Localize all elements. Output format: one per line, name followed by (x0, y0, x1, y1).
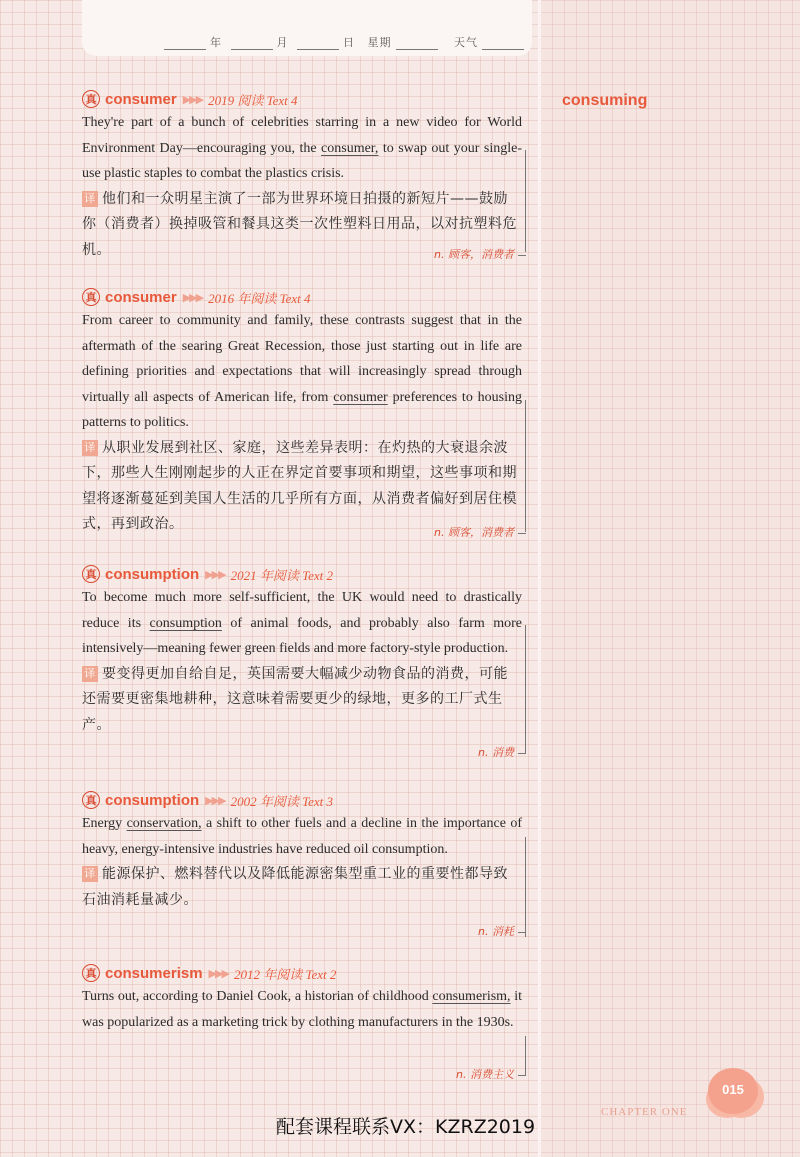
bracket-line (525, 625, 526, 753)
english-sentence: From career to community and family, these contrasts suggest that in the aftermath of the searing Great Recession, those just starting out in life are defining priorities and expectations that will increasingly spread through virtually all aspects of American life, from consumer preferences to housing patterns to politics. (82, 313, 523, 430)
bracket-line (525, 837, 526, 937)
meaning-label: n. 顾客，消费者 (434, 524, 526, 540)
footer-watermark: 配套课程联系VX：KZRZ2019 (276, 1116, 536, 1138)
arrow-icon: ▶▶▶ (205, 568, 225, 581)
side-note-word: consuming (562, 92, 648, 109)
english-sentence: Energy conservation, a shift to other fuels and a decline in the importance of heavy, energy-intensive industries have reduced oil consumption. (82, 816, 522, 857)
day-label: 日 (343, 36, 355, 49)
real-exam-badge: 真 (82, 565, 100, 583)
chinese-translation: 译 能源保护、燃料替代以及降低能源密集型重工业的重要性都导致石油消耗量减少。 (82, 866, 508, 908)
arrow-icon: ▶▶▶ (208, 967, 228, 980)
meaning-label: n. 消费 (478, 744, 526, 760)
page-divider (538, 0, 541, 1157)
chinese-translation: 译 从职业发展到社区、家庭，这些差异表明：在灼热的大衰退余波下，那些人生刚刚起步的人正在界定首要事项和期望，这些事项和期望将逐渐蔓延到美国人生活的几乎所有方面，从消费者偏好到居住模式，再到政治。 (82, 439, 517, 532)
month-label: 月 (276, 36, 289, 49)
key-word: conservation, (126, 816, 202, 831)
entry-consumption-2002 (82, 789, 522, 938)
arrow-icon: ▶▶▶ (182, 291, 203, 304)
chinese-translation: 译 要变得更加自给自足，英国需要大幅减少动物食品的消费，可能还需要更密集地耕种，这意味着需要更少的绿地，更多的工厂式生产。 (82, 665, 508, 733)
bracket-line (525, 150, 526, 252)
english-sentence: Turns out, according to Daniel Cook, a historian of childhood consumerism, it was popularized as a marketing trick by clothing manufacturers in the 1930s. (82, 989, 522, 1030)
key-word: consumerism, (432, 989, 511, 1004)
chinese-translation: 译 他们和一众明星主演了一部为世界环境日拍摄的新短片——鼓励你（消费者）换掉吸管和餐具这类一次性塑料日用品，以对抗塑料危机。 (82, 190, 517, 258)
key-word: consumer (333, 389, 388, 405)
entry-consumer-2016 (82, 286, 522, 538)
english-sentence: They're part of a bunch of celebrities starring in a new video for World Environment Day—encouraging you, the consumer, to swap out your single-use plastic staples to combat the plastics crisis. (82, 115, 522, 181)
entry-source: 2012 年阅读 Text 2 (233, 966, 337, 982)
translation-badge: 译 (82, 191, 98, 207)
side-margin (540, 0, 800, 1157)
entry-source: 2016 年阅读 Text 4 (208, 290, 311, 306)
chapter-label: CHAPTER ONE (601, 1106, 688, 1118)
entry-word: consumer (105, 90, 177, 108)
entry-word: consumption (105, 791, 200, 809)
entry-consumerism-2012 (82, 962, 522, 1081)
page-number: 015 (722, 1082, 744, 1097)
entry-word: consumption (105, 565, 200, 583)
real-exam-badge: 真 (82, 288, 100, 306)
arrow-icon: ▶▶▶ (205, 794, 225, 807)
real-exam-badge: 真 (82, 791, 100, 809)
meaning-label: n. 消耗 (478, 923, 526, 939)
meaning-label: n. 消费主义 (456, 1066, 526, 1082)
entry-word: consumerism (105, 964, 203, 982)
weekday-label: 星期 (367, 36, 392, 49)
key-word: consumer, (321, 140, 379, 156)
entry-source: 2021 年阅读 Text 2 (230, 567, 334, 583)
entry-source: 2019 阅读 Text 4 (208, 92, 298, 108)
translation-badge: 译 (82, 440, 98, 456)
entry-consumption-2021 (82, 563, 523, 759)
bracket-line (525, 400, 526, 532)
real-exam-badge: 真 (82, 90, 100, 108)
arrow-icon: ▶▶▶ (182, 93, 203, 106)
entry-word: consumer (105, 288, 177, 306)
date-line (160, 34, 528, 50)
entry-source: 2002 年阅读 Text 3 (230, 793, 334, 809)
english-sentence: To become much more self-sufficient, the UK would need to drastically reduce its consumption of animal foods, and probably also farm more intensively—meaning fewer green fields and more factory-style production. (82, 590, 523, 656)
real-exam-badge: 真 (82, 964, 100, 982)
translation-badge: 译 (82, 866, 98, 882)
entry-consumer-2019 (82, 88, 522, 263)
meaning-label: n. 顾客，消费者 (434, 246, 526, 262)
weather-label: 天气 (454, 36, 478, 49)
key-word: consumption (149, 615, 222, 631)
translation-badge: 译 (82, 666, 98, 682)
year-label: 年 (210, 36, 222, 49)
